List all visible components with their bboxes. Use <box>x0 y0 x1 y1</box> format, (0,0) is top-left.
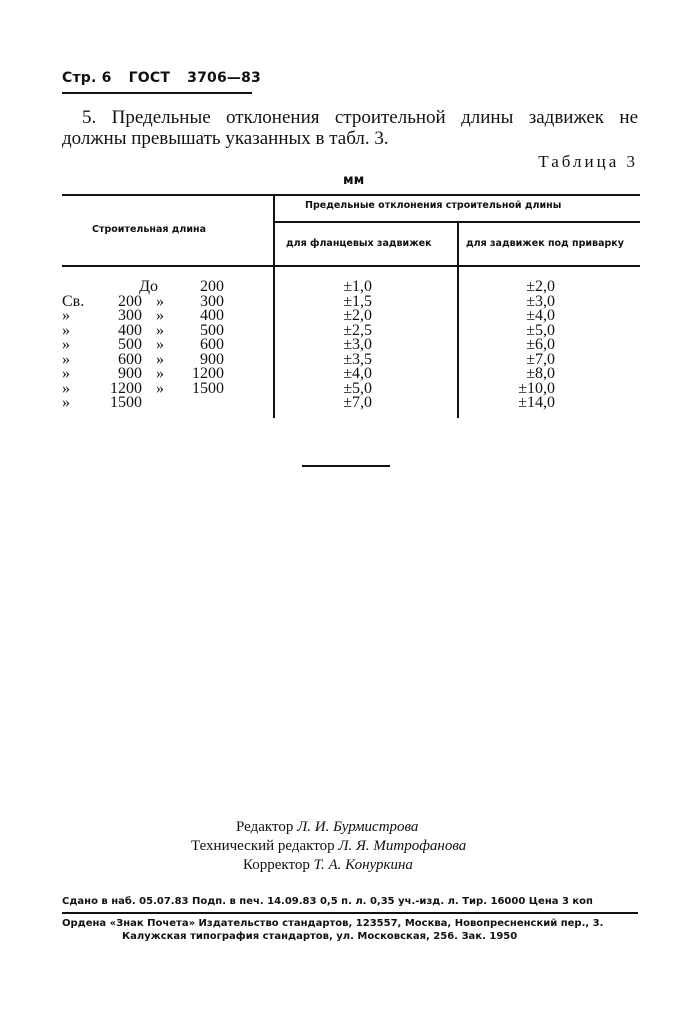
table-vertical-rule-1 <box>273 194 275 418</box>
page-header <box>62 70 273 86</box>
standard-label: ГОСТ <box>128 70 171 86</box>
header-welded-valves: для задвижек под приварку <box>466 238 624 249</box>
header-divider <box>62 92 252 94</box>
credit-tech-editor: Технический редактор Л. Я. Митрофанова <box>191 838 467 854</box>
paragraph-line-1: 5. Предельные отклонения строительной длины задвижек не <box>82 107 638 128</box>
length-row: Св. 200 » 300 <box>62 292 224 310</box>
credit-corrector: Корректор Т. А. Конуркина <box>243 857 413 873</box>
publisher-info <box>62 917 638 943</box>
paragraph-line-2: должны превышать указанных в табл. 3. <box>62 128 389 149</box>
table-cell: ±2,0 <box>526 278 555 295</box>
table-vertical-rule-2 <box>457 221 459 418</box>
length-row: » 900 » 1200 <box>62 365 224 382</box>
header-construction-length: Строительная длина <box>92 224 207 235</box>
length-column <box>62 280 262 411</box>
table-cell: ±14,0 <box>518 394 555 411</box>
table-cell: ±4,0 <box>343 365 372 382</box>
table-cell: ±5,0 <box>526 321 555 339</box>
table-cell: ±3,0 <box>343 336 372 353</box>
length-row: До 200 <box>139 278 224 295</box>
publisher-line-1: Ордена «Знак Почета» Издательство стандартов, 123557, Москва, Новопресненский пер., 3. <box>62 918 604 929</box>
length-row: » 300 » 400 <box>62 307 224 324</box>
publisher-line-2: Калужская типография стандартов, ул. Московская, 256. Зак. 1950 <box>122 931 518 942</box>
weld-deviation-column <box>490 280 555 411</box>
table-caption: Таблица 3 <box>538 152 638 171</box>
table-cell: ±6,0 <box>526 336 555 353</box>
table-cell: ±2,5 <box>343 321 372 339</box>
table-cell: ±1,0 <box>343 278 372 295</box>
length-row: » 400 » 500 <box>62 321 224 339</box>
flange-deviation-column <box>320 280 372 411</box>
imprint-divider <box>62 912 638 914</box>
table-cell: ±3,5 <box>343 350 372 368</box>
table-cell: ±3,0 <box>526 292 555 310</box>
credit-editor: Редактор Л. И. Бурмистрова <box>236 819 419 835</box>
length-row: » 1200 » 1500 <box>62 379 224 397</box>
header-flange-valves: для фланцевых задвижек <box>286 238 432 249</box>
table-cell: ±2,0 <box>343 307 372 324</box>
table-cell: ±4,0 <box>526 307 555 324</box>
table-cell: ±8,0 <box>526 365 555 382</box>
credits-block <box>0 818 700 875</box>
table-cell: ±7,0 <box>343 394 372 411</box>
table-cell: ±7,0 <box>526 350 555 368</box>
table-header-rule <box>62 265 640 267</box>
page-number: Стр. 6 <box>62 70 112 86</box>
table-top-rule <box>62 194 640 196</box>
table-cell: ±10,0 <box>518 379 555 397</box>
table-cell: ±1,5 <box>343 292 372 310</box>
table-unit: мм <box>343 173 365 188</box>
length-row: » 600 » 900 <box>62 350 224 368</box>
header-deviation-group: Предельные отклонения строительной длины <box>305 200 562 211</box>
standard-number: 3706—83 <box>187 70 262 86</box>
paragraph-5 <box>62 107 638 149</box>
print-imprint: Сдано в наб. 05.07.83 Подп. в печ. 14.09.83 0,5 п. л. 0,35 уч.-изд. л. Тир. 16000 Цена 3 коп <box>62 896 593 907</box>
table-cell: ±5,0 <box>343 379 372 397</box>
length-row: » 500 » 600 <box>62 336 224 353</box>
section-divider <box>302 465 390 467</box>
length-row: » 1500 <box>62 394 142 411</box>
